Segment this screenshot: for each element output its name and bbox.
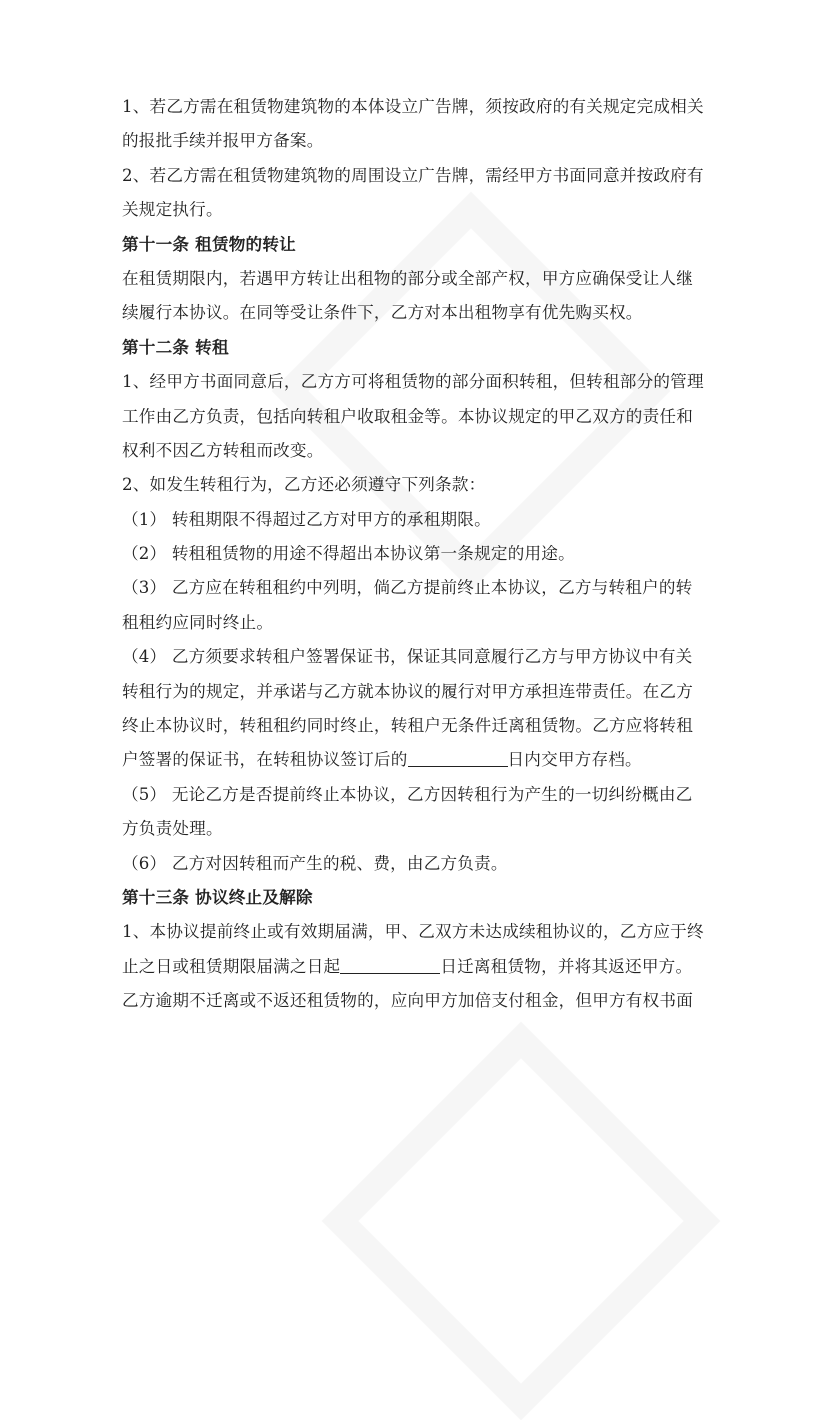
line-text: 户签署的保证书，在转租协议签订后的 [122, 750, 408, 770]
paragraph-line: （4） 乙方须要求转租户签署保证书，保证其同意履行乙方与甲方协议中有关 [122, 647, 693, 667]
paragraph-line: 方负责处理。 [122, 819, 223, 839]
paragraph-line: （2） 转租租赁物的用途不得超出本协议第一条规定的用途。 [122, 544, 575, 564]
section-heading: 第十二条 转租 [122, 337, 229, 357]
section-heading: 第十一条 租赁物的转让 [122, 234, 296, 254]
paragraph-line: 1、若乙方需在租赁物建筑物的本体设立广告牌，须按政府的有关规定完成相关 [122, 97, 704, 116]
paragraph-line: 在租赁期限内，若遇甲方转让出租物的部分或全部产权，甲方应确保受让人继 [122, 268, 693, 288]
line-text: 日迁离租赁物，并将其返还甲方。 [440, 956, 693, 976]
paragraph-line: （3） 乙方应在转租租约中列明，倘乙方提前终止本协议，乙方与转租户的转 [122, 578, 693, 598]
paragraph-line [122, 743, 722, 777]
paragraph-line: （1） 转租期限不得超过乙方对甲方的承租期限。 [122, 509, 491, 529]
section-heading: 第十三条 协议终止及解除 [122, 887, 313, 907]
paragraph-line: （6） 乙方对因转租而产生的税、费，由乙方负责。 [122, 853, 508, 873]
paragraph-line: 转租行为的规定，并承诺与乙方就本协议的履行对甲方承担连带责任。在乙方 [122, 681, 693, 701]
watermark [322, 1022, 721, 1420]
paragraph-line: 2、若乙方需在租赁物建筑物的周围设立广告牌，需经甲方书面同意并按政府有 [122, 165, 704, 185]
paragraph-line: 关规定执行。 [122, 200, 223, 220]
paragraph-line: 权利不因乙方转租而改变。 [122, 440, 324, 460]
paragraph-line: （5） 无论乙方是否提前终止本协议，乙方因转租行为产生的一切纠纷概由乙 [122, 784, 693, 804]
paragraph-line: 2、如发生转租行为，乙方还必须遵守下列条款： [122, 475, 486, 495]
paragraph-line: 1、本协议提前终止或有效期届满，甲、乙双方未达成续租协议的，乙方应于终 [122, 922, 704, 942]
line-text: 止之日或租赁期限届满之日起 [122, 956, 341, 976]
paragraph-line: 1、经甲方书面同意后，乙方方可将租赁物的部分面积转租，但转租部分的管理 [122, 372, 704, 392]
paragraph-line: 续履行本协议。在同等受让条件下，乙方对本出租物享有优先购买权。 [122, 303, 643, 323]
paragraph-line [122, 950, 722, 984]
paragraph-line: 工作由乙方负责，包括向转租户收取租金等。本协议规定的甲乙双方的责任和 [122, 406, 693, 426]
paragraph-line: 乙方逾期不迁离或不返还租赁物的，应向甲方加倍支付租金，但甲方有权书面 [122, 991, 693, 1011]
document-page [122, 90, 722, 1019]
paragraph-line: 终止本协议时，转租租约同时终止，转租户无条件迁离租赁物。乙方应将转租 [122, 716, 693, 736]
fill-in-blank[interactable] [340, 955, 440, 974]
paragraph-line: 的报批手续并报甲方备案。 [122, 131, 324, 151]
paragraph-line: 租租约应同时终止。 [122, 612, 274, 632]
fill-in-blank[interactable] [408, 748, 508, 767]
line-text: 日内交甲方存档。 [507, 750, 642, 770]
